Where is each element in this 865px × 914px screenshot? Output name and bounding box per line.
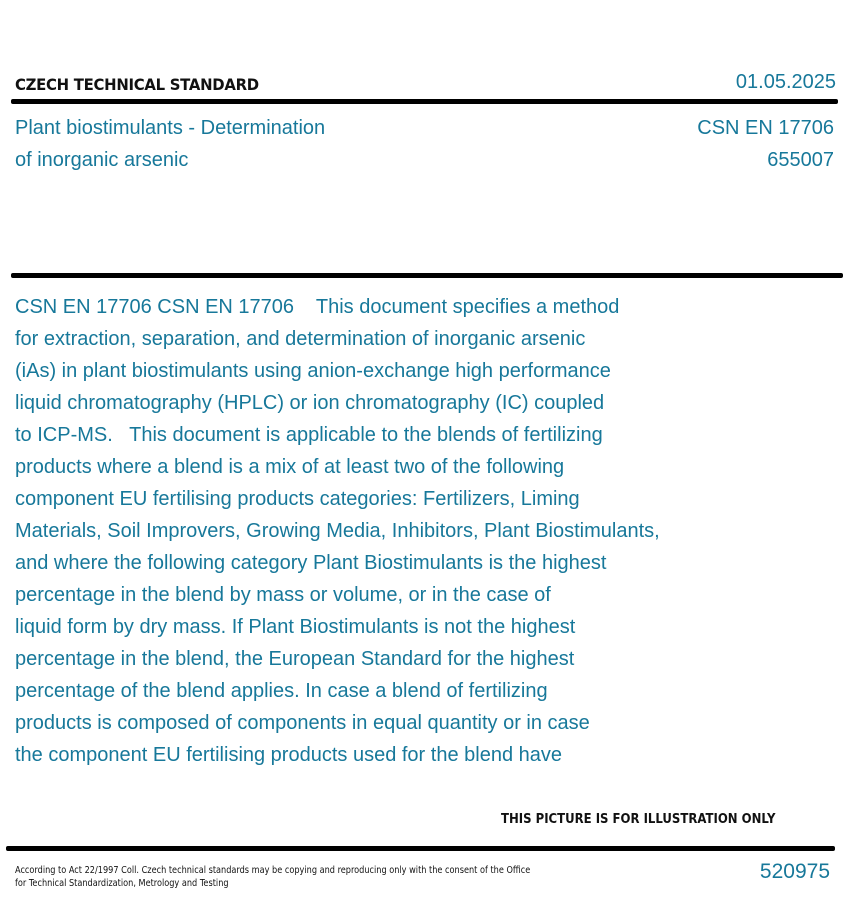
abstract-line: liquid form by dry mass. If Plant Biostimulants is not the highest (15, 616, 576, 638)
illustration-notice: THIS PICTURE IS FOR ILLUSTRATION ONLY (501, 812, 776, 827)
abstract-line: percentage in the blend, the European Standard for the highest (15, 648, 575, 670)
abstract-line: products where a blend is a mix of at least two of the following (15, 456, 565, 478)
abstract-line: component EU fertilising products categories: Fertilizers, Liming (15, 488, 580, 510)
legal-notice-line-2: for Technical Standardization, Metrology and Testing (15, 878, 229, 889)
abstract-line: percentage of the blend applies. In case a blend of fertilizing (15, 680, 548, 702)
abstract-line: (iAs) in plant biostimulants using anion-exchange high performance (15, 360, 611, 382)
abstract-text (15, 291, 735, 771)
abstract-line: CSN EN 17706 CSN EN 17706 This document specifies a method (15, 296, 620, 318)
abstract-line: Materials, Soil Improvers, Growing Media, Inhibitors, Plant Biostimulants, (15, 520, 660, 542)
abstract-line: percentage in the blend by mass or volume, or in the case of (15, 584, 551, 606)
document-type-label: CZECH TECHNICAL STANDARD (15, 75, 259, 94)
legal-notice-line-1: According to Act 22/1997 Coll. Czech technical standards may be copying and reproducing only with the consent of the Office (15, 865, 531, 876)
standard-code: CSN EN 17706 (697, 117, 834, 139)
standard-title-line-1: Plant biostimulants - Determination (15, 117, 326, 139)
legal-notice (15, 864, 530, 890)
abstract-line: products is composed of components in equal quantity or in case (15, 712, 590, 734)
standard-title-line-2: of inorganic arsenic (15, 149, 189, 171)
catalog-number: 520975 (759, 860, 830, 883)
abstract-line: for extraction, separation, and determination of inorganic arsenic (15, 328, 586, 350)
middle-divider (11, 273, 843, 278)
publication-date: 01.05.2025 (735, 71, 836, 93)
top-divider (11, 99, 838, 104)
bottom-divider (6, 846, 835, 851)
class-number: 655007 (767, 149, 834, 171)
abstract-line: to ICP-MS. This document is applicable to the blends of fertilizing (15, 424, 603, 446)
abstract-line: the component EU fertilising products used for the blend have (15, 744, 562, 766)
abstract-line: liquid chromatography (HPLC) or ion chromatography (IC) coupled (15, 392, 605, 414)
abstract-line: and where the following category Plant Biostimulants is the highest (15, 552, 607, 574)
